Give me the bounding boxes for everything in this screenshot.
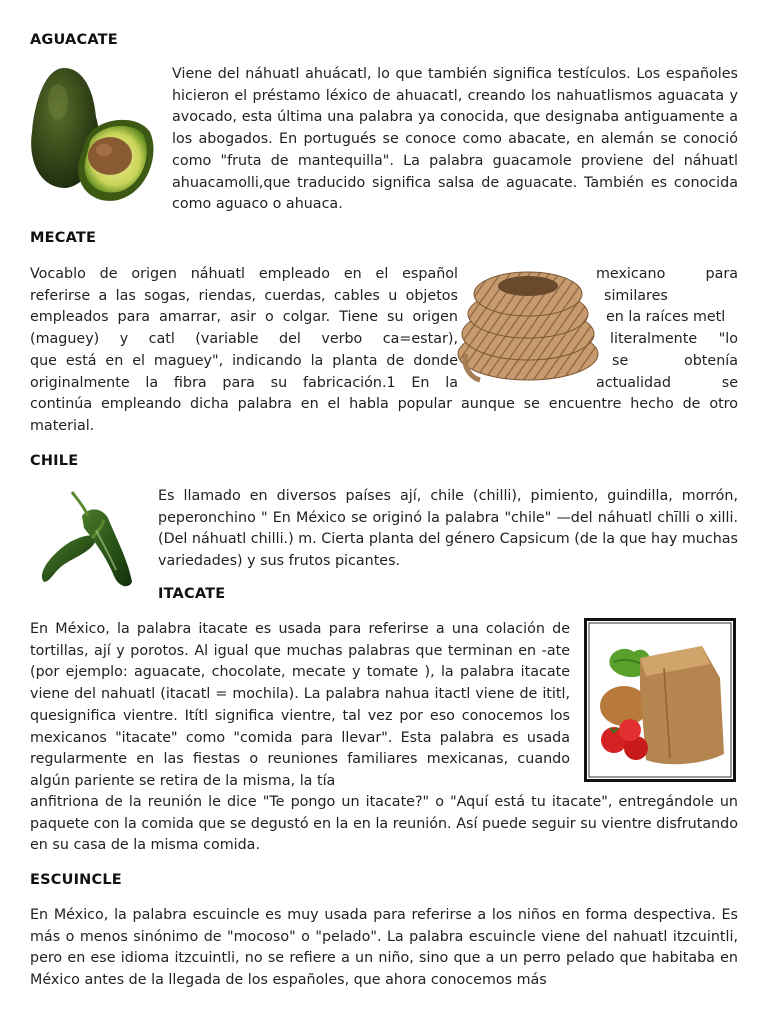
- rope-image: [452, 258, 602, 386]
- mecate-line-1: Vocablo de origen náhuatl empleado en el español: [30, 266, 458, 282]
- mecate-line-6: originalmente la fibra para su fabricación.1 En la: [30, 374, 458, 391]
- mecate-right-column: [596, 264, 738, 394]
- mecate-right-line-4: literalmente "lo: [610, 331, 738, 348]
- mecate-line-5: que está en el maguey", indicando la planta de donde: [30, 352, 458, 369]
- escuincle-text: En México, la palabra escuincle es muy usada para referirse a los niños en forma despectiva. Es más o menos sinónimo de "mocoso" o "pelado". La palabra escuincle viene del nahuatl itzcuintli, pero en ese idioma itzcuintli, no se refiere a un niño, sino que a un perro pelado que habitaba en México antes de la llegada de los españoles, que ahora conocemos más: [30, 907, 738, 989]
- itacate-image: [584, 618, 736, 782]
- heading-chile: CHILE: [30, 453, 79, 469]
- itacate-text: En México, la palabra itacate es usada para referirse a una colación de tortillas, ají y porotos. Al igual que muchas palabras que terminan en -ate (por ejemplo: aguacate, chocolate, mecate y tomate ), la palabra itacate viene del nahuatl (itacatl = mochila). La palabra nahua itactl viene de ititl, quesignifica vientre. Itítl significa vientre, tal vez por eso conocemos los mexicanos "itacate" como "comida para llevar". Esta palabra es usada regularmente en las fiestas o reuniones familiares mexicanas, cuando algún pariente se retira de la misma, la tía: [30, 621, 570, 789]
- chile-image: [32, 486, 144, 590]
- mecate-tail-text: continúa empleando dicha palabra en el habla popular aunque se encuentre hecho de otro material.: [30, 396, 738, 434]
- mecate-line-3: empleados para amarrar, asir o colgar. Tiene su origen: [30, 309, 458, 326]
- heading-escuincle: ESCUINCLE: [30, 872, 122, 888]
- mecate-line-2: referirse a las sogas, riendas, cuerdas, cables u objetos: [30, 287, 458, 304]
- avocado-image: [24, 62, 158, 208]
- itacate-tail-text: anfitriona de la reunión le dice "Te pongo un itacate?" o "Aquí está tu itacate", entregándole un paquete con la comida que se degustó en la en la reunión. Así puede seguir su vientre disfrutando en su casa de la misma comida.: [30, 794, 738, 854]
- aguacate-text: Viene del náhuatl ahuácatl, lo que también significa testículos. Los españoles hicieron el préstamo léxico de ahuacatl, creando los nahuatlismos aguacata y avocado, esta última una palabra ya conocida, que designaba antiguamente a los abogados. En portugués se conoce como abacate, en alemán se conoció como "fruta de mantequilla". La palabra guacamole proviene del náhuatl ahuacamolli,que traducido significa salsa de aguacate. También es conocida como aguaco o ahuaca.: [172, 66, 738, 213]
- mecate-line-4: (maguey) y catl (variable del verbo ca=estar),: [30, 331, 458, 348]
- mecate-right-line-2: similares: [604, 287, 668, 304]
- mecate-right-line-6: actualidad se: [596, 374, 738, 391]
- chile-text: Es llamado en diversos países ají, chile (chilli), pimiento, guindilla, morrón, peperonchino " En México se originó la palabra "chile" —del náhuatl chīlli o xilli. (Del náhuatl chilli.) m. Cierta planta del género Capsicum (de la que hay muchas variedades) y sus frutos picantes.: [158, 488, 738, 570]
- mecate-right-line-3: en la raíces metl: [606, 309, 726, 326]
- heading-itacate: ITACATE: [158, 586, 226, 602]
- heading-aguacate: AGUACATE: [30, 32, 118, 48]
- mecate-right-line-1: mexicano para: [596, 266, 738, 282]
- heading-mecate: MECATE: [30, 230, 97, 246]
- mecate-right-line-5: se obtenía: [612, 352, 738, 369]
- mecate-left-column: [30, 264, 458, 394]
